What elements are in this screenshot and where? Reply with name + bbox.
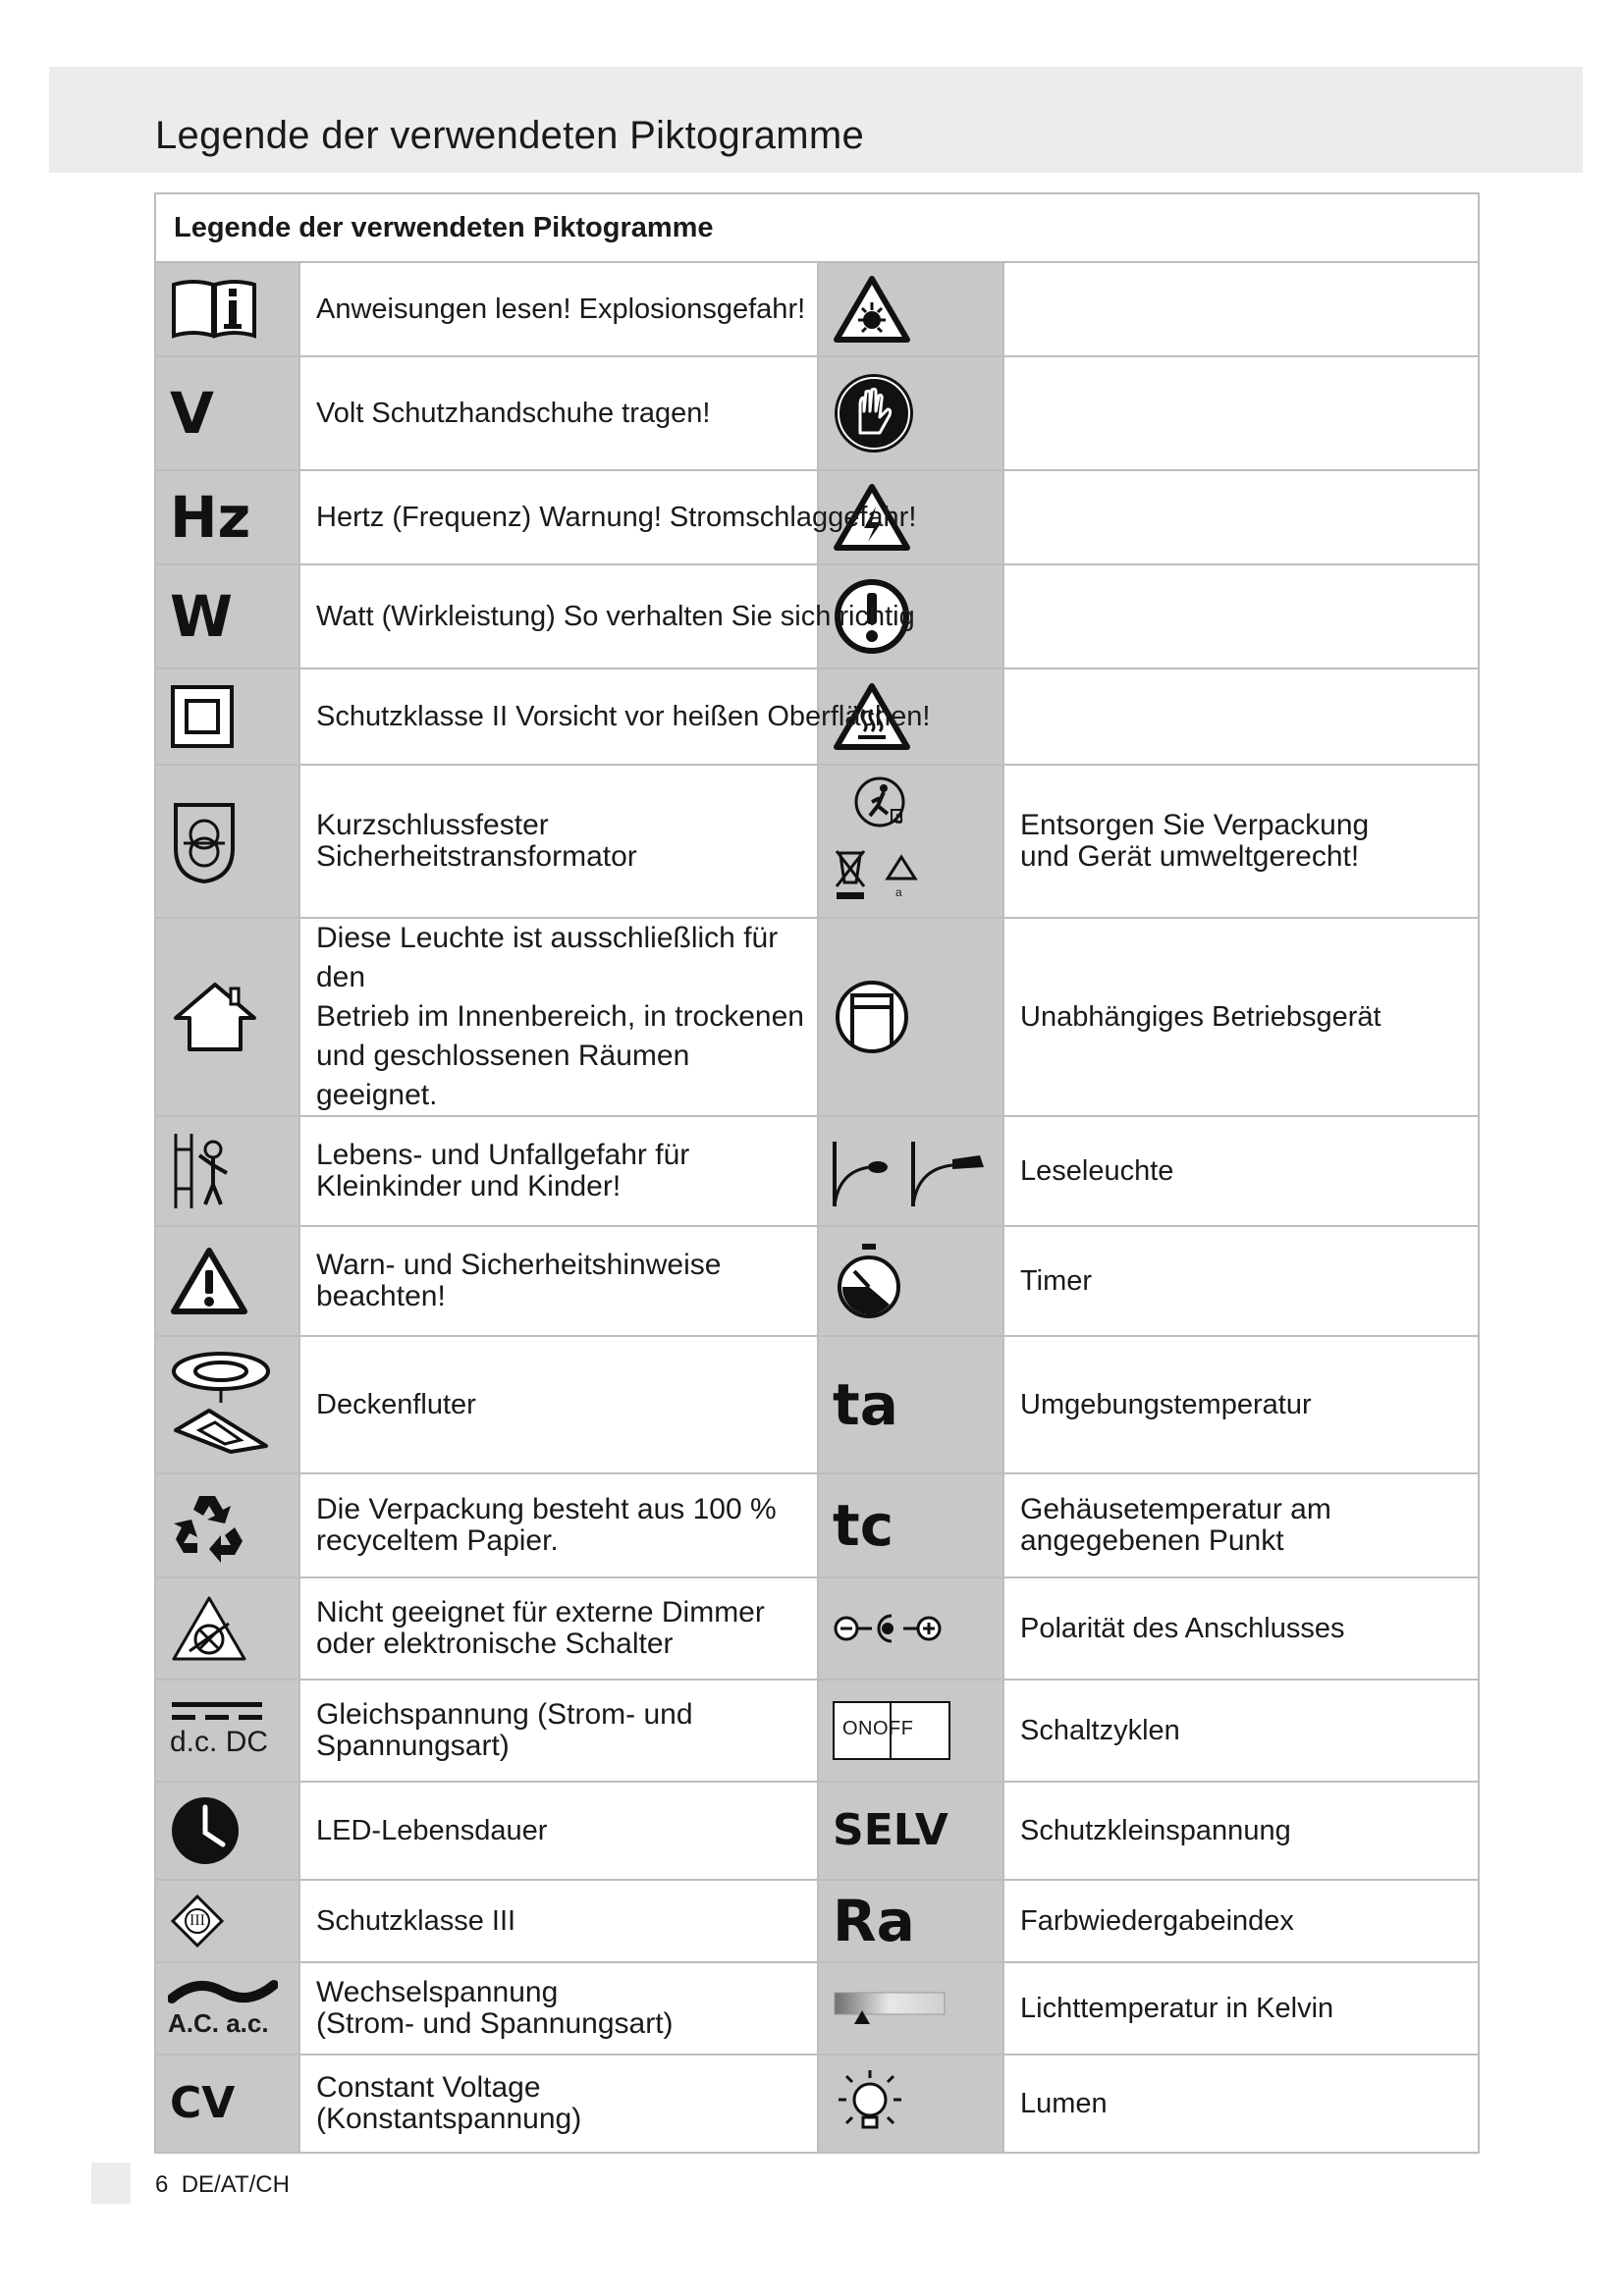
disposal-label-a: a <box>895 885 902 899</box>
table-row <box>155 564 1479 668</box>
legend-text: (Strom- und Spannungsart) <box>316 2007 674 2040</box>
no-dimmer-icon <box>170 1594 248 1663</box>
icon-cell <box>818 1962 1003 2055</box>
text-cell <box>1003 564 1479 668</box>
text-cell <box>299 1336 818 1473</box>
footer-marker <box>91 2163 131 2204</box>
text-cell <box>299 356 818 470</box>
legend-text: Diese Leuchte ist ausschließlich für den <box>316 922 779 993</box>
reading-lamp-icon <box>831 1132 992 1210</box>
text-cell <box>299 1680 818 1782</box>
text-cell <box>1003 1962 1479 2055</box>
legend-text: Wechselspannung <box>316 1976 559 2008</box>
legend-text: Gehäusetemperatur am <box>1020 1493 1331 1525</box>
text-cell <box>299 1226 818 1336</box>
table-row <box>155 1116 1479 1226</box>
legend-text: Nicht geeignet für externe Dimmer <box>316 1596 765 1629</box>
legend-text: Die Verpackung besteht aus 100 % <box>316 1493 777 1525</box>
legend-text: Lebens- und Unfallgefahr für <box>316 1139 690 1171</box>
protection-class-3-label: III <box>189 1912 205 1929</box>
icon-cell <box>155 668 299 765</box>
legend-text: und geschlossenen Räumen geeignet. <box>316 1040 690 1111</box>
text-cell <box>1003 918 1479 1116</box>
case-temperature-symbol: tc <box>833 1492 894 1559</box>
on-off-label: ONOFF <box>842 1718 914 1739</box>
constant-voltage-symbol: CV <box>170 2078 236 2128</box>
icon-cell <box>818 1473 1003 1577</box>
text-cell <box>299 1473 818 1577</box>
clock-icon <box>170 1795 241 1866</box>
legend-text: Timer <box>1020 1265 1093 1297</box>
page-footer <box>155 2171 290 2199</box>
legend-text: Farbwiedergabeindex <box>1020 1905 1294 1937</box>
legend-text: Betrieb im Innenbereich, in trockenen <box>316 1000 804 1033</box>
table-row <box>155 1336 1479 1473</box>
table-row <box>155 1680 1479 1782</box>
table-row <box>155 262 1479 356</box>
table-row <box>155 1226 1479 1336</box>
text-cell <box>299 1962 818 2055</box>
volt-symbol: V <box>170 380 214 447</box>
legend-text: Hertz (Frequenz) Warnung! Stromschlaggefahr! <box>316 502 917 533</box>
icon-cell <box>155 1226 299 1336</box>
table-row <box>155 765 1479 918</box>
text-cell <box>299 1577 818 1680</box>
icon-cell <box>155 1782 299 1880</box>
icon-cell <box>818 1880 1003 1962</box>
recycling-icon <box>170 1488 248 1563</box>
legend-text: Schutzklasse II Vorsicht vor heißen Oberflächen! <box>316 701 931 732</box>
text-cell <box>299 1782 818 1880</box>
icon-cell <box>818 2055 1003 2153</box>
icon-cell <box>818 1226 1003 1336</box>
text-cell <box>1003 1680 1479 1782</box>
legend-text: Sicherheitstransformator <box>316 840 637 873</box>
timer-icon <box>833 1242 905 1320</box>
icon-cell <box>155 765 299 918</box>
icon-cell <box>818 356 1003 470</box>
icon-cell <box>155 1577 299 1680</box>
icon-cell <box>818 1577 1003 1680</box>
table-row <box>155 1473 1479 1577</box>
lumen-icon <box>833 2066 907 2141</box>
text-cell <box>1003 2055 1479 2153</box>
text-cell <box>1003 1336 1479 1473</box>
legend-text: Umgebungstemperatur <box>1020 1389 1312 1420</box>
table-row <box>155 356 1479 470</box>
legend-text: Lumen <box>1020 2088 1108 2119</box>
page-number: 6 <box>155 2171 169 2198</box>
legend-text: LED-Lebensdauer <box>316 1815 548 1846</box>
alternating-current-icon <box>168 1977 278 2006</box>
text-cell <box>1003 356 1479 470</box>
legend-text: Kurzschlussfester <box>316 809 549 841</box>
legend-text: Entsorgen Sie Verpackung <box>1020 809 1370 841</box>
text-cell <box>299 1116 818 1226</box>
legend-text: recyceltem Papier. <box>316 1524 559 1557</box>
text-cell <box>1003 668 1479 765</box>
icon-cell <box>155 356 299 470</box>
legend-text: Watt (Wirkleistung) So verhalten Sie sich richtig <box>316 601 915 632</box>
table-row <box>155 668 1479 765</box>
direct-current-label: d.c. DC <box>170 1726 269 1758</box>
icon-cell <box>155 1962 299 2055</box>
text-cell <box>299 765 818 918</box>
table-row <box>155 470 1479 564</box>
table-row <box>155 1577 1479 1680</box>
icon-cell <box>155 1680 299 1782</box>
table-row <box>155 1782 1479 1880</box>
icon-cell <box>155 1880 299 1962</box>
on-off-icon <box>833 1701 950 1760</box>
icon-cell <box>818 1680 1003 1782</box>
color-temperature-icon <box>833 1989 947 2028</box>
pictogram-legend-table <box>154 192 1480 2154</box>
icon-cell <box>818 1782 1003 1880</box>
legend-text: Constant Voltage <box>316 2071 541 2104</box>
text-cell <box>299 918 818 1116</box>
text-cell <box>299 564 915 668</box>
legend-text: Kleinkinder und Kinder! <box>316 1170 622 1202</box>
text-cell <box>1003 1880 1479 1962</box>
legend-text: angegebenen Punkt <box>1020 1524 1284 1557</box>
icon-cell <box>155 1336 299 1473</box>
legend-text: beachten! <box>316 1280 446 1312</box>
icon-cell <box>155 470 299 564</box>
country-codes: DE/AT/CH <box>181 2171 290 2198</box>
direct-current-icon <box>170 1700 264 1724</box>
text-cell <box>1003 1782 1479 1880</box>
legend-text: Spannungsart) <box>316 1730 510 1762</box>
text-cell <box>1003 1226 1479 1336</box>
icon-cell <box>818 918 1003 1116</box>
table-row <box>155 1880 1479 1962</box>
legend-text: und Gerät umweltgerecht! <box>1020 840 1360 873</box>
text-cell <box>1003 470 1479 564</box>
table-caption: Legende der verwendeten Piktogramme <box>155 193 1479 262</box>
house-icon <box>170 979 260 1055</box>
legend-text: Polarität des Anschlusses <box>1020 1613 1345 1644</box>
icon-cell <box>818 262 1003 356</box>
legend-text: (Konstantspannung) <box>316 2103 582 2135</box>
selv-symbol: SELV <box>833 1805 948 1855</box>
text-cell <box>1003 1473 1479 1577</box>
text-cell <box>299 470 917 564</box>
icon-cell <box>818 765 1003 918</box>
icon-cell <box>818 1116 1003 1226</box>
legend-text: Volt Schutzhandschuhe tragen! <box>316 398 711 429</box>
legend-text: oder elektronische Schalter <box>316 1628 674 1660</box>
table-caption-row <box>155 193 1479 262</box>
icon-cell <box>155 1473 299 1577</box>
text-cell <box>299 668 931 765</box>
polarity-icon <box>833 1611 943 1646</box>
independent-control-gear-icon <box>833 978 911 1056</box>
color-rendering-symbol: Ra <box>833 1888 915 1954</box>
legend-text: Deckenfluter <box>316 1389 476 1420</box>
text-cell <box>1003 765 1479 918</box>
gloves-icon <box>833 372 915 454</box>
icon-cell <box>155 2055 299 2153</box>
text-cell <box>1003 1116 1479 1226</box>
disposal-icon <box>831 773 929 910</box>
text-cell <box>299 262 818 356</box>
book-info-icon <box>170 277 258 342</box>
safety-transformer-icon <box>170 797 239 885</box>
legend-text: Unabhängiges Betriebsgerät <box>1020 1001 1381 1033</box>
ceiling-floodlight-icon <box>170 1350 272 1460</box>
table-row <box>155 1962 1479 2055</box>
icon-cell <box>155 1116 299 1226</box>
legend-text: Schutzklasse III <box>316 1905 516 1937</box>
disposal-label-b: b <box>895 811 903 827</box>
text-cell <box>299 1880 818 1962</box>
legend-text: Warn- und Sicherheitshinweise <box>316 1249 722 1281</box>
hertz-symbol: Hz <box>170 484 251 551</box>
protection-class-2-icon <box>170 684 235 749</box>
child-danger-icon <box>170 1130 239 1212</box>
legend-text: Gleichspannung (Strom- und <box>316 1698 693 1731</box>
legend-text: Lichttemperatur in Kelvin <box>1020 1993 1334 2024</box>
text-cell <box>1003 1577 1479 1680</box>
legend-text: Anweisungen lesen! Explosionsgefahr! <box>316 294 806 325</box>
text-cell <box>299 2055 818 2153</box>
legend-text: Schutzkleinspannung <box>1020 1815 1291 1846</box>
table-row <box>155 918 1479 1116</box>
table-row <box>155 2055 1479 2153</box>
warning-triangle-icon <box>170 1247 248 1315</box>
legend-text: Schaltzyklen <box>1020 1715 1180 1746</box>
ambient-temperature-symbol: ta <box>833 1371 898 1438</box>
icon-cell <box>155 262 299 356</box>
icon-cell <box>155 564 299 668</box>
explosion-warning-icon <box>833 275 911 344</box>
page-title: Legende der verwendeten Piktogramme <box>155 114 865 157</box>
icon-cell <box>818 1336 1003 1473</box>
alternating-current-label: A.C. a.c. <box>168 2008 269 2038</box>
legend-text: Leseleuchte <box>1020 1155 1174 1187</box>
watt-symbol: W <box>170 583 233 650</box>
icon-cell <box>155 918 299 1116</box>
text-cell <box>1003 262 1479 356</box>
